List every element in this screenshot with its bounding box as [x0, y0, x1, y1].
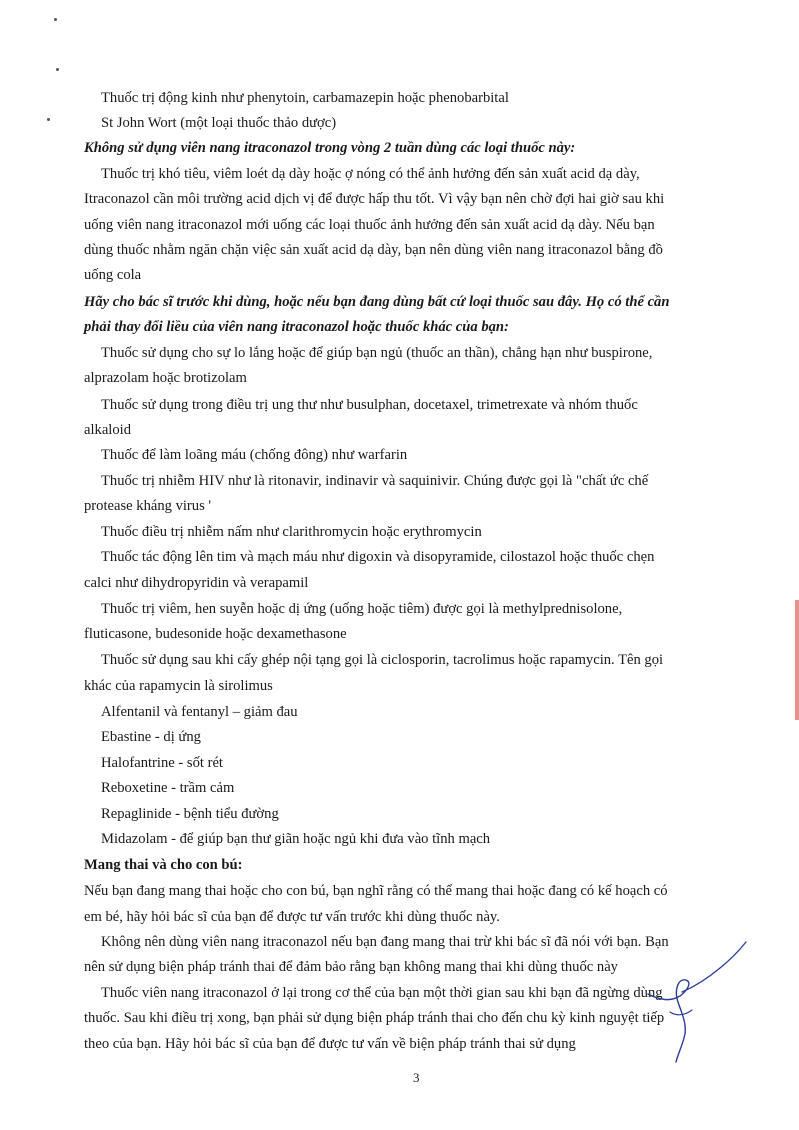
section-heading: phải thay đổi liều của viên nang itraconazol hoặc thuốc khác của bạn: — [84, 319, 509, 335]
text-line: nên sử dụng biện pháp tránh thai để đảm bảo rằng bạn không mang thai khi dùng thuốc này — [84, 959, 618, 975]
text-line: khác của rapamycin là sirolimus — [84, 678, 273, 694]
scan-dot — [47, 118, 50, 121]
text-line: Thuốc tác động lên tim và mạch máu như digoxin và disopyramide, cilostazol hoặc thuốc chẹn — [101, 549, 655, 565]
text-line: Reboxetine - trầm cảm — [101, 780, 235, 796]
scan-edge-mark — [795, 600, 799, 720]
text-line: Thuốc để làm loãng máu (chống đông) như warfarin — [101, 447, 408, 463]
text-line: uống cola — [84, 267, 142, 283]
text-line: Thuốc sử dụng sau khi cấy ghép nội tạng gọi là ciclosporin, tacrolimus hoặc rapamycin. Tên gọi — [101, 652, 664, 668]
text-line: dùng thuốc nhằm ngăn chặn việc sản xuất acid dạ dày, bạn nên dùng viên nang itraconazol bằng đồ — [84, 242, 663, 258]
text-line: Alfentanil và fentanyl – giảm đau — [101, 704, 298, 720]
section-heading: Mang thai và cho con bú: — [84, 857, 243, 873]
section-heading: Không sử dụng viên nang itraconazol trong vòng 2 tuần dùng các loại thuốc này: — [84, 140, 576, 156]
text-line: Thuốc trị viêm, hen suyễn hoặc dị ứng (uống hoặc tiêm) được gọi là methylprednisolone, — [101, 601, 623, 617]
text-line: Midazolam - để giúp bạn thư giãn hoặc ngủ khi đưa vào tĩnh mạch — [101, 831, 491, 847]
scan-dot — [56, 68, 59, 71]
text-line: Thuốc điều trị nhiễm nấm như clarithromycin hoặc erythromycin — [101, 524, 482, 540]
section-heading: Hãy cho bác sĩ trước khi dùng, hoặc nếu bạn đang dùng bất cứ loại thuốc sau đây. Họ có thể cần — [84, 294, 670, 310]
text-line: protease kháng virus ' — [84, 498, 212, 514]
text-line: St John Wort (một loại thuốc thảo dược) — [101, 115, 337, 131]
text-line: Thuốc trị nhiễm HIV như là ritonavir, indinavir và saquinivir. Chúng được gọi là "chất ức chế — [101, 473, 649, 489]
text-line: Thuốc trị khó tiêu, viêm loét dạ dày hoặc ợ nóng có thể ảnh hưởng đến sản xuất acid dạ dày, — [101, 166, 640, 182]
text-line: Itraconazol cần môi trường acid dịch vị để được hấp thu tốt. Vì vậy bạn nên chờ đợi hai giờ sau khi — [84, 191, 665, 207]
text-line: Không nên dùng viên nang itraconazol nếu bạn đang mang thai trừ khi bác sĩ đã nói với bạn. Bạn — [101, 934, 669, 950]
text-line: theo của bạn. Hãy hỏi bác sĩ của bạn để được tư vấn về biện pháp tránh thai sử dụng — [84, 1036, 576, 1052]
text-line: Halofantrine - sốt rét — [101, 755, 223, 771]
text-line: Nếu bạn đang mang thai hoặc cho con bú, bạn nghĩ rằng có thể mang thai hoặc đang có kế hoạch có — [84, 883, 668, 899]
text-line: Thuốc sử dụng trong điều trị ung thư như busulphan, docetaxel, trimetrexate và nhóm thuốc — [101, 397, 638, 413]
page-number: 3 — [413, 1070, 420, 1085]
text-line: Ebastine - dị ứng — [101, 729, 201, 745]
text-line: Thuốc sử dụng cho sự lo lắng hoặc để giúp bạn ngủ (thuốc an thần), chẳng hạn như buspirone, — [101, 345, 653, 361]
text-line: thuốc. Sau khi điều trị xong, bạn phải sử dụng biện pháp tránh thai cho đến chu kỳ kinh nguyệt tiếp — [84, 1010, 665, 1026]
scan-dot — [54, 18, 57, 21]
text-line: em bé, hãy hỏi bác sĩ của bạn để được tư vấn trước khi dùng thuốc này. — [84, 909, 500, 925]
text-line: uống viên nang itraconazol mới uống các loại thuốc ảnh hưởng đến sản xuất acid dạ dày. Nếu bạn — [84, 217, 655, 233]
handwritten-signature — [630, 930, 760, 1070]
text-line: Thuốc viên nang itraconazol ở lại trong cơ thể của bạn một thời gian sau khi bạn đã ngừng dùng — [101, 985, 663, 1001]
text-line: Thuốc trị động kinh như phenytoin, carbamazepin hoặc phenobarbital — [101, 90, 509, 106]
text-line: fluticasone, budesonide hoặc dexamethasone — [84, 626, 347, 642]
text-line: alkaloid — [84, 422, 132, 438]
text-line: alprazolam hoặc brotizolam — [84, 370, 247, 386]
text-line: calci như dihydropyridin và verapamil — [84, 575, 309, 591]
text-line: Repaglinide - bệnh tiểu đường — [101, 806, 279, 822]
